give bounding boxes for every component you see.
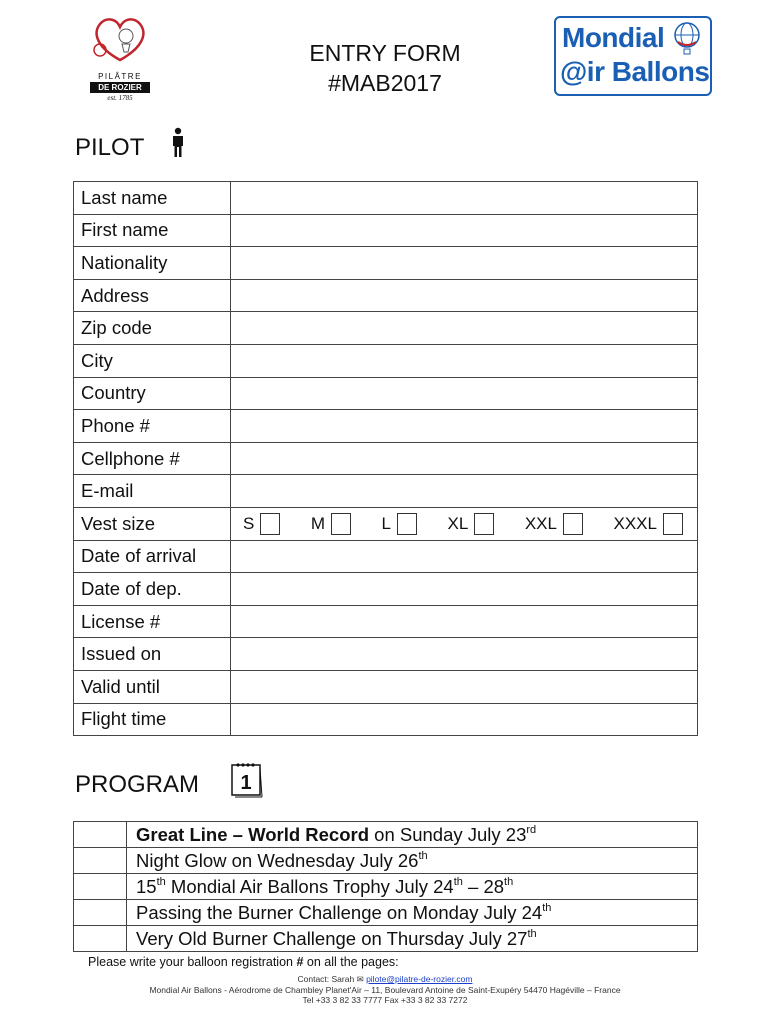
pilot-row (74, 344, 698, 377)
pilot-row (74, 279, 698, 312)
vest-size-checkbox[interactable] (563, 513, 583, 535)
field-label: Country (74, 377, 231, 410)
pilot-row (74, 540, 698, 573)
pilot-row (74, 377, 698, 410)
vest-size-text: S (243, 513, 255, 533)
vest-size-text: XXL (524, 513, 557, 533)
program-row (74, 900, 698, 926)
mondial-air-ballons-logo (554, 16, 712, 96)
pilot-row (74, 670, 698, 703)
field-label: Cellphone # (74, 442, 231, 475)
ordinal-suffix: th (453, 875, 463, 888)
ordinal-suffix: th (504, 875, 514, 888)
field-input[interactable] (231, 670, 698, 703)
event-title-bold: Great Line – World Record (136, 823, 370, 845)
field-label: Phone # (74, 410, 231, 443)
field-input[interactable] (231, 344, 698, 377)
footer-phone: Tel +33 3 82 33 7777 Fax +33 3 82 33 7272 (302, 995, 468, 1005)
program-checkbox[interactable] (74, 822, 127, 848)
program-row (74, 874, 698, 900)
mail-icon: ✉ (356, 974, 364, 984)
program-checkbox[interactable] (74, 874, 127, 900)
pilot-row (74, 312, 698, 345)
field-label: City (74, 344, 231, 377)
field-label: Nationality (74, 247, 231, 280)
ordinal-suffix: rd (526, 823, 537, 836)
form-subtitle: #MAB2017 (328, 70, 442, 96)
field-input[interactable] (231, 182, 698, 215)
vest-size-checkbox[interactable] (397, 513, 417, 535)
program-checkbox[interactable] (74, 848, 127, 874)
program-heading: PROGRAM (75, 771, 200, 798)
vest-size-option-l (382, 513, 417, 535)
field-label: License # (74, 605, 231, 638)
field-label: Flight time (74, 703, 231, 736)
registration-note: Please write your balloon registration # on all the pages: (88, 955, 399, 969)
vest-size-option-s (243, 513, 280, 535)
event-text: on Sunday July 23 (369, 823, 527, 845)
field-input[interactable] (231, 638, 698, 671)
vest-size-option-xl (448, 513, 495, 535)
calendar-number: 1 (240, 772, 252, 794)
logo-mondial-text: Mondial (562, 22, 665, 53)
field-input[interactable] (231, 377, 698, 410)
ordinal-suffix: th (418, 849, 428, 862)
program-checkbox[interactable] (74, 900, 127, 926)
field-label: Date of arrival (74, 540, 231, 573)
field-label: Last name (74, 182, 231, 215)
field-input[interactable] (231, 247, 698, 280)
field-label: Valid until (74, 670, 231, 703)
field-input[interactable] (231, 279, 698, 312)
program-event-text (127, 848, 698, 874)
field-input[interactable] (231, 703, 698, 736)
pilot-row (74, 214, 698, 247)
pilot-row (74, 703, 698, 736)
program-checkbox[interactable] (74, 926, 127, 952)
logo-text-line1: PILÂTRE (98, 72, 142, 81)
event-text: Night Glow on Wednesday July 26 (136, 849, 419, 871)
pilot-row (74, 442, 698, 475)
vest-size-text: XL (447, 513, 469, 533)
pilatre-de-rozier-logo (84, 14, 156, 104)
field-label: Address (74, 279, 231, 312)
ordinal-suffix: th (542, 901, 552, 914)
pilot-row (74, 475, 698, 508)
field-label: First name (74, 214, 231, 247)
pilot-row (74, 573, 698, 606)
logo-text-line2: DE ROZIER (90, 82, 150, 93)
program-row (74, 822, 698, 848)
program-table (73, 821, 698, 952)
vest-size-checkbox[interactable] (474, 513, 494, 535)
pilot-row (74, 410, 698, 443)
program-row (74, 926, 698, 952)
vest-size-checkbox[interactable] (260, 513, 280, 535)
pilot-row (74, 247, 698, 280)
field-input[interactable] (231, 214, 698, 247)
vest-size-label: Vest size (74, 507, 231, 540)
field-input[interactable] (231, 605, 698, 638)
field-input[interactable] (231, 540, 698, 573)
vest-size-text: XXXL (613, 513, 657, 533)
logo-text-line3: est. 1785 (107, 94, 133, 102)
program-event-text (127, 900, 698, 926)
form-title: ENTRY FORM (309, 40, 461, 66)
vest-size-text: L (381, 513, 392, 533)
field-label: E-mail (74, 475, 231, 508)
pilot-info-table (73, 181, 698, 736)
event-text: 15 (136, 875, 157, 897)
field-label: Issued on (74, 638, 231, 671)
pilot-heading: PILOT (75, 134, 145, 161)
vest-size-text: M (310, 513, 326, 533)
vest-size-checkbox[interactable] (663, 513, 683, 535)
field-input[interactable] (231, 475, 698, 508)
vest-size-option-m (311, 513, 351, 535)
field-label: Date of dep. (74, 573, 231, 606)
field-label: Zip code (74, 312, 231, 345)
vest-size-row (74, 507, 698, 540)
event-text: Very Old Burner Challenge on Thursday July 27 (136, 927, 528, 949)
vest-size-option-xxxl (614, 513, 683, 535)
contact-email-link[interactable]: pilote@pilatre-de-rozier.com (366, 974, 473, 984)
pilot-row (74, 638, 698, 671)
field-input[interactable] (231, 312, 698, 345)
vest-size-checkbox[interactable] (331, 513, 351, 535)
vest-size-option-xxl (525, 513, 583, 535)
person-icon (170, 127, 186, 159)
field-input[interactable] (231, 442, 698, 475)
footer-contact: Contact: Sarah ✉ pilote@pilatre-de-rozier.com (297, 974, 473, 984)
pilot-row (74, 182, 698, 215)
program-event-text (127, 874, 698, 900)
pilot-row (74, 605, 698, 638)
program-event-text (127, 926, 698, 952)
footer-address: Mondial Air Ballons - Aérodrome de Chambley Planet'Air – 11, Boulevard Antoine de Saint-Exupéry 54470 Hagéville – France (149, 985, 621, 995)
program-row (74, 848, 698, 874)
field-input[interactable] (231, 410, 698, 443)
logo-airballons-text: @ir Ballons (560, 56, 710, 87)
event-text-tail: Mondial Air Ballons Trophy July 24 (165, 875, 454, 897)
vest-size-options (231, 507, 698, 540)
ordinal-suffix: th (527, 927, 537, 940)
calendar-icon (229, 760, 263, 798)
globe-balloon-icon (670, 20, 704, 56)
program-event-text (127, 822, 698, 848)
event-text-tail: – 28 (462, 875, 505, 897)
field-input[interactable] (231, 573, 698, 606)
event-text: Passing the Burner Challenge on Monday July 24 (136, 901, 543, 923)
ordinal-suffix: th (156, 875, 166, 888)
